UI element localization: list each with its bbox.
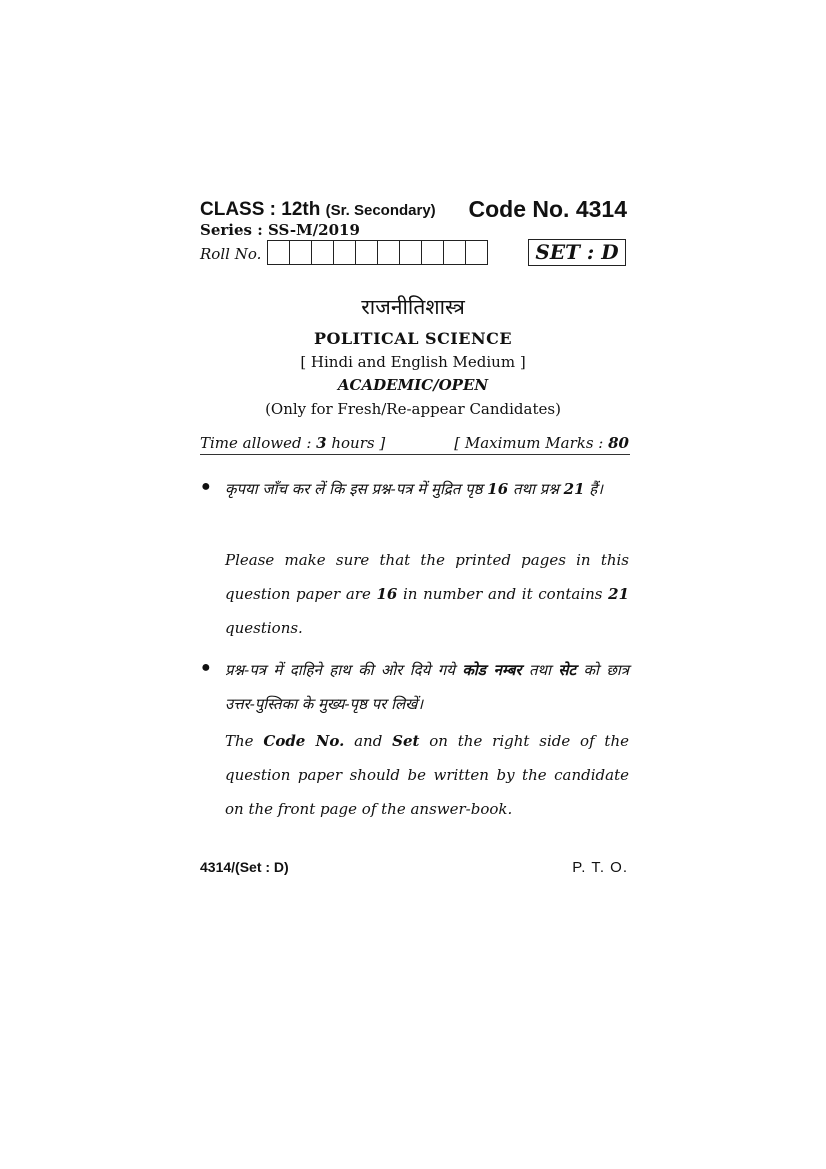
subject-title: POLITICAL SCIENCE bbox=[313, 329, 513, 348]
medium-label: [ Hindi and English Medium ] bbox=[300, 353, 526, 371]
footer-pto: P. T. O. bbox=[572, 859, 628, 876]
question-count: 21 bbox=[608, 585, 630, 603]
series-label: Series : SS-M/2019 bbox=[200, 221, 360, 239]
page-count: 16 bbox=[487, 480, 509, 498]
maximum-marks bbox=[454, 434, 629, 452]
instruction-1-english bbox=[225, 543, 629, 645]
text: प्रश्न-पत्र में दाहिने हाथ की ओर दिये गये bbox=[225, 661, 463, 679]
instruction-1-hindi bbox=[225, 472, 629, 506]
footer-code: 4314/(Set : D) bbox=[200, 859, 289, 875]
marks-value: 80 bbox=[608, 434, 629, 452]
text: Please make sure that the printed pages in this question paper are bbox=[225, 551, 629, 603]
text: तथा प्रश्न bbox=[508, 480, 564, 498]
stream-label: ACADEMIC/OPEN bbox=[337, 376, 489, 394]
roll-box bbox=[444, 241, 466, 264]
bullet-icon: ● bbox=[201, 659, 211, 676]
roll-box bbox=[422, 241, 444, 264]
candidates-label: (Only for Fresh/Re-appear Candidates) bbox=[265, 400, 561, 418]
question-count: 21 bbox=[563, 480, 585, 498]
text: हैं। bbox=[584, 480, 603, 498]
roll-box bbox=[312, 241, 334, 264]
class-label bbox=[200, 199, 436, 221]
roll-box bbox=[356, 241, 378, 264]
hindi-title: राजनीतिशास्त्र bbox=[361, 295, 465, 319]
set-term: सेट bbox=[558, 661, 577, 679]
bullet-icon: ● bbox=[201, 478, 211, 495]
text: को छात्र उत्तर-पुस्तिका के मुख्य-पृष्ठ पर लिखें। bbox=[225, 661, 630, 713]
code-number-term: Code No. bbox=[263, 732, 345, 750]
class-sub-text: (Sr. Secondary) bbox=[325, 202, 436, 219]
code-number: Code No. 4314 bbox=[468, 196, 627, 222]
class-text: CLASS : 12th bbox=[200, 199, 321, 220]
time-prefix: Time allowed : bbox=[200, 434, 317, 452]
text: and bbox=[344, 732, 393, 750]
roll-box bbox=[400, 241, 422, 264]
roll-box bbox=[378, 241, 400, 264]
code-number-term: कोड नम्बर bbox=[462, 661, 522, 679]
page-count: 16 bbox=[376, 585, 398, 603]
instruction-2-english bbox=[225, 724, 629, 826]
roll-box bbox=[268, 241, 290, 264]
roll-box bbox=[466, 241, 487, 264]
text: तथा bbox=[521, 661, 559, 679]
divider bbox=[200, 454, 630, 455]
text: The bbox=[225, 732, 264, 750]
set-term: Set bbox=[392, 732, 420, 750]
text: कृपया जाँच कर लें कि इस प्रश्न-पत्र में मुद्रित पृष्ठ bbox=[225, 480, 488, 498]
text: questions. bbox=[225, 619, 303, 637]
marks-prefix: [ Maximum Marks : bbox=[454, 434, 609, 452]
time-suffix: hours ] bbox=[326, 434, 386, 452]
roll-no-boxes bbox=[267, 240, 488, 265]
instruction-2-hindi bbox=[225, 653, 629, 721]
roll-box bbox=[290, 241, 312, 264]
roll-no-label: Roll No. bbox=[200, 245, 262, 263]
time-allowed bbox=[200, 434, 385, 452]
time-value: 3 bbox=[316, 434, 327, 452]
roll-box bbox=[334, 241, 356, 264]
text: in number and it contains bbox=[397, 585, 609, 603]
text: on the right side of the question paper should be written by the candidate on the front page of the answer-book. bbox=[225, 732, 629, 818]
set-badge: SET : D bbox=[528, 239, 626, 266]
